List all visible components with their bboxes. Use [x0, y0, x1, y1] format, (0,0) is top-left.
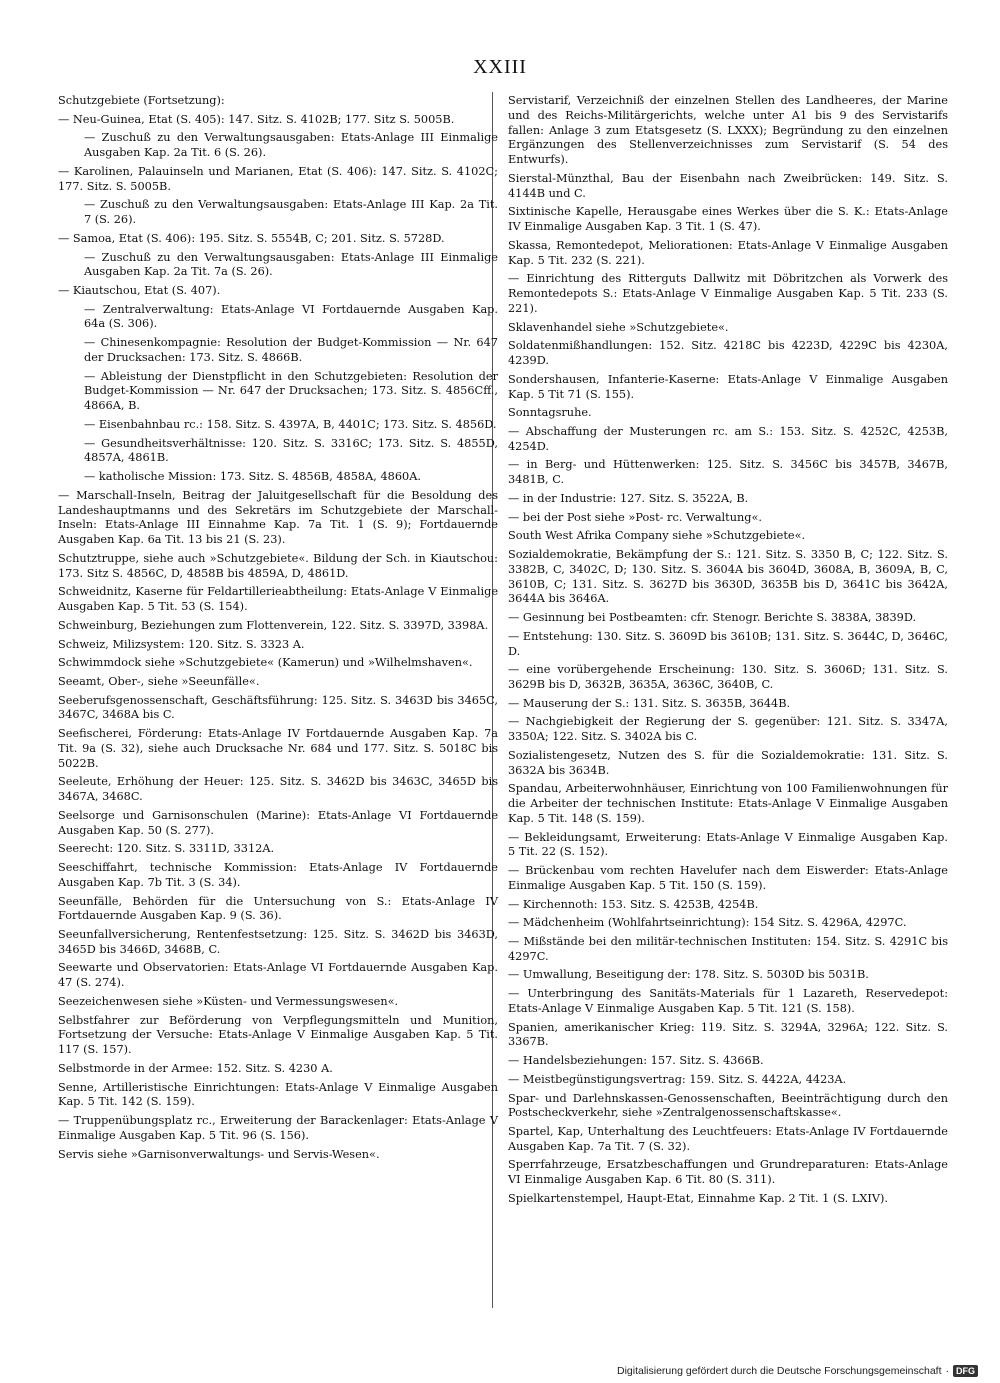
index-entry: — Unterbringung des Sanitäts-Materials für 1 Lazareth, Reservedepot: Etats-Anlage V Einmalige Ausgaben Kap. 5 Tit. 121 (S. 158). — [508, 987, 948, 1015]
index-entry: — Chinesenkompagnie: Resolution der Budget-Kommission — Nr. 647 der Drucksachen: 173. Sitz. S. 4866B. — [84, 336, 498, 364]
footer-separator: · — [945, 1365, 949, 1377]
index-entry: Seefischerei, Förderung: Etats-Anlage IV Fortdauernde Ausgaben Kap. 7a Tit. 9a (S. 32), siehe auch Drucksache Nr. 684 und 177. Sitz. S. 5018C bis 5022B. — [58, 727, 498, 770]
index-entry: Sonntagsruhe. — [508, 406, 592, 420]
index-entry: — Zuschuß zu den Verwaltungsausgaben: Etats-Anlage III Einmalige Ausgaben Kap. 2a Tit. 6 (S. 26). — [84, 131, 498, 160]
index-entry: — Bekleidungsamt, Erweiterung: Etats-Anlage V Einmalige Ausgaben Kap. 5 Tit. 22 (S. 152). — [508, 830, 948, 859]
index-entry: — Marschall-Inseln, Beitrag der Jaluitgesellschaft für die Besoldung des Landeshauptmanns und des Sekretärs im Schutzgebiete der Marschall-Inseln: Etats-Anlage III Einnahme Kap. 7a Tit. 1 (S. 9); Fortdauernde Ausgaben Kap. 6a Tit. 13 bis 21 (S. 23). — [58, 488, 498, 547]
index-entry: — Gesinnung bei Postbeamten: cfr. Stenogr. Berichte S. 3838A, 3839D. — [508, 611, 917, 625]
index-entry: Schweidnitz, Kaserne für Feldartillerieabtheilung: Etats-Anlage V Einmalige Ausgaben Kap. 5 Tit. 53 (S. 154). — [58, 585, 498, 614]
index-entry: Servis siehe »Garnisonverwaltungs- und Servis-Wesen«. — [58, 1147, 380, 1161]
index-entry: Schwimmdock siehe »Schutzgebiete« (Kamerun) und »Wilhelmshaven«. — [58, 656, 473, 670]
index-entry: Seeunfälle, Behörden für die Untersuchung von S.: Etats-Anlage IV Fortdauernde Ausgaben Kap. 9 (S. 36). — [58, 894, 498, 923]
footer — [617, 1365, 978, 1377]
index-entry: Spar- und Darlehnskassen-Genossenschaften, Beeinträchtigung durch den Postscheckverkehr, siehe »Zentralgenossenschaftskasse«. — [508, 1091, 948, 1120]
index-entry: — bei der Post siehe »Post- rc. Verwaltung«. — [508, 510, 762, 524]
index-entry: Spartel, Kap, Unterhaltung des Leuchtfeuers: Etats-Anlage IV Fortdauernde Ausgaben Kap. 7a Tit. 7 (S. 32). — [508, 1125, 948, 1153]
index-entry: Seerecht: 120. Sitz. S. 3311D, 3312A. — [58, 842, 275, 856]
index-entry: — Mädchenheim (Wohlfahrtseinrichtung): 154 Sitz. S. 4296A, 4297C. — [508, 916, 907, 930]
index-entry: Schutzgebiete (Fortsetzung): — [58, 94, 225, 107]
index-entry: — Handelsbeziehungen: 157. Sitz. S. 4366B. — [508, 1054, 764, 1068]
index-entry: Schutztruppe, siehe auch »Schutzgebiete«. Bildung der Sch. in Kiautschou: 173. Sitz S. 4856C, D, 4858B bis 4859A, D, 4861D. — [58, 551, 498, 580]
index-entry: — Eisenbahnbau rc.: 158. Sitz. S. 4397A, B, 4401C; 173. Sitz. S. 4856D. — [84, 417, 497, 431]
index-entry: — Ableistung der Dienstpflicht in den Schutzgebieten: Resolution der Budget-Kommission — Nr. 647 der Drucksachen; 173. Sitz. S. 4856Cff., 4866A, B. — [84, 369, 498, 413]
index-entry: Sondershausen, Infanterie-Kaserne: Etats-Anlage V Einmalige Ausgaben Kap. 5 Tit 71 (S. 155). — [508, 372, 948, 401]
index-entry: Selbstmorde in der Armee: 152. Sitz. S. 4230 A. — [58, 1061, 333, 1075]
index-entry: Spanien, amerikanischer Krieg: 119. Sitz. S. 3294A, 3296A; 122. Sitz. S. 3367B. — [508, 1020, 948, 1049]
index-entry: — Brückenbau vom rechten Havelufer nach dem Eiswerder: Etats-Anlage Einmalige Ausgaben Kap. 5 Tit. 150 (S. 159). — [508, 864, 948, 892]
index-entry: Seeschiffahrt, technische Kommission: Etats-Anlage IV Fortdauernde Ausgaben Kap. 7b Tit. 3 (S. 34). — [58, 861, 498, 889]
index-entry: — katholische Mission: 173. Sitz. S. 4856B, 4858A, 4860A. — [84, 470, 421, 484]
index-entry: Sixtinische Kapelle, Herausgabe eines Werkes über die S. K.: Etats-Anlage IV Einmalige Ausgaben Kap. 3 Tit. 1 (S. 47). — [508, 205, 948, 234]
index-entry: — Zentralverwaltung: Etats-Anlage VI Fortdauernde Ausgaben Kap. 64a (S. 306). — [84, 302, 498, 331]
index-entry: Schweinburg, Beziehungen zum Flottenverein, 122. Sitz. S. 3397D, 3398A. — [58, 618, 489, 632]
index-entry: — Mauserung der S.: 131. Sitz. S. 3635B, 3644B. — [508, 696, 791, 710]
index-entry: Seeunfallversicherung, Rentenfestsetzung: 125. Sitz. S. 3462D bis 3463D, 3465D bis 3466D, 3468B, C. — [58, 927, 498, 956]
index-entry: — in der Industrie: 127. Sitz. S. 3522A, B. — [508, 491, 749, 505]
index-entry: — Umwallung, Beseitigung der: 178. Sitz. S. 5030D bis 5031B. — [508, 968, 869, 982]
index-entry: — in Berg- und Hüttenwerken: 125. Sitz. S. 3456C bis 3457B, 3467B, 3481B, C. — [508, 458, 948, 487]
index-entry: Skassa, Remontedepot, Meliorationen: Etats-Anlage V Einmalige Ausgaben Kap. 5 Tit. 232 (S. 221). — [508, 238, 948, 267]
index-entry: — Truppenübungsplatz rc., Erweiterung der Barackenlager: Etats-Anlage V Einmalige Ausgaben Kap. 5 Tit. 96 (S. 156). — [58, 1114, 498, 1142]
index-entry: — Einrichtung des Ritterguts Dallwitz mit Döbritzchen als Vorwerk des Remontedepots S.: Etats-Anlage V Einmalige Ausgaben Kap. 5 Tit. 233 (S. 221). — [508, 272, 948, 315]
index-entry: Selbstfahrer zur Beförderung von Verpflegungsmitteln und Munition, Fortsetzung der Versuche: Etats-Anlage V Einmalige Ausgaben Kap. 5 Tit. 117 (S. 157). — [58, 1013, 498, 1057]
index-entry: South West Afrika Company siehe »Schutzgebiete«. — [508, 529, 806, 543]
index-entry: — Entstehung: 130. Sitz. S. 3609D bis 3610B; 131. Sitz. S. 3644C, D, 3646C, D. — [508, 629, 948, 658]
index-entry: — Abschaffung der Musterungen rc. am S.: 153. Sitz. S. 4252C, 4253B, 4254D. — [508, 424, 948, 453]
index-entry: — Meistbegünstigungsvertrag: 159. Sitz. S. 4422A, 4423A. — [508, 1072, 847, 1086]
index-entry: — Samoa, Etat (S. 406): 195. Sitz. S. 5554B, C; 201. Sitz. S. 5728D. — [58, 231, 445, 245]
index-entry: — Nachgiebigkeit der Regierung der S. gegenüber: 121. Sitz. S. 3347A, 3350A; 122. Sitz. S. 3402A bis C. — [508, 715, 948, 744]
index-entry: Seezeichenwesen siehe »Küsten- und Vermessungswesen«. — [58, 994, 399, 1008]
index-entry: — Neu-Guinea, Etat (S. 405): 147. Sitz. S. 4102B; 177. Sitz S. 5005B. — [58, 112, 455, 126]
index-entry: — Kirchennoth: 153. Sitz. S. 4253B, 4254B. — [508, 897, 759, 911]
left-column — [58, 94, 498, 1166]
index-entry: Servistarif, Verzeichniß der einzelnen Stellen des Landheeres, der Marine und des Reichs-Militärgerichts, welche unter A1 bis 9 des Servistarifs fallen: Anlage 3 zum Etatsgesetz (S. LXXX); Begründung zu den einzelnen Ergänzungen des Stellenverzeichnisses zum Servistarif (S. 54 des Entwurfs). — [508, 94, 948, 167]
page-number: XXIII — [473, 56, 527, 78]
index-entry: Sozialdemokratie, Bekämpfung der S.: 121. Sitz. S. 3350 B, C; 122. Sitz. S. 3382B, C, 3402C, D; 130. Sitz. S. 3604A bis 3604D, 3608A, B, 3609A, B, C, 3610B, C; 131. Sitz. S. 3627D bis 3630D, 3635B bis D, 3641C bis 3642A, 3644A bis 3646A. — [508, 547, 948, 606]
index-entry: Schweiz, Milizsystem: 120. Sitz. S. 3323 A. — [58, 637, 305, 651]
index-entry: Seeleute, Erhöhung der Heuer: 125. Sitz. S. 3462D bis 3463C, 3465D bis 3467A, 3468C. — [58, 775, 498, 804]
index-entry: — Mißstände bei den militär-technischen Instituten: 154. Sitz. S. 4291C bis 4297C. — [508, 935, 948, 963]
index-entry: Spandau, Arbeiterwohnhäuser, Einrichtung von 100 Familienwohnungen für die Arbeiter der technischen Institute: Etats-Anlage V Einmalige Ausgaben Kap. 5 Tit. 148 (S. 159). — [508, 782, 948, 825]
index-entry: Sozialistengesetz, Nutzen des S. für die Sozialdemokratie: 131. Sitz. S. 3632A bis 3634B. — [508, 748, 948, 777]
index-entry: Sklavenhandel siehe »Schutzgebiete«. — [508, 320, 729, 334]
index-entry: — Gesundheitsverhältnisse: 120. Sitz. S. 3316C; 173. Sitz. S. 4855D, 4857A, 4861B. — [84, 436, 498, 465]
index-entry: Seewarte und Observatorien: Etats-Anlage VI Fortdauernde Ausgaben Kap. 47 (S. 274). — [58, 961, 498, 990]
index-entry: — Zuschuß zu den Verwaltungsausgaben: Etats-Anlage III Kap. 2a Tit. 7 (S. 26). — [84, 198, 498, 227]
dfg-logo: DFG — [953, 1365, 978, 1377]
index-entry: Sperrfahrzeuge, Ersatzbeschaffungen und Grundreparaturen: Etats-Anlage VI Einmalige Ausgaben Kap. 6 Tit. 80 (S. 311). — [508, 1158, 948, 1187]
index-entry: — Karolinen, Palauinseln und Marianen, Etat (S. 406): 147. Sitz. S. 4102C; 177. Sitz. S. 5005B. — [58, 164, 498, 193]
index-entry: Seeamt, Ober-, siehe »Seeunfälle«. — [58, 674, 260, 688]
index-entry: — Zuschuß zu den Verwaltungsausgaben: Etats-Anlage III Einmalige Ausgaben Kap. 2a Tit. 7a (S. 26). — [84, 250, 498, 279]
index-entry: — Kiautschou, Etat (S. 407). — [58, 284, 221, 297]
index-entry: Senne, Artilleristische Einrichtungen: Etats-Anlage V Einmalige Ausgaben Kap. 5 Tit. 142 (S. 159). — [58, 1080, 498, 1109]
index-entry: Spielkartenstempel, Haupt-Etat, Einnahme Kap. 2 Tit. 1 (S. LXIV). — [508, 1191, 889, 1205]
index-entry: Seelsorge und Garnisonschulen (Marine): Etats-Anlage VI Fortdauernde Ausgaben Kap. 50 (S. 277). — [58, 808, 498, 837]
right-column — [508, 94, 948, 1211]
index-entry: Seeberufsgenossenschaft, Geschäftsführung: 125. Sitz. S. 3463D bis 3465C, 3467C, 3468A bis C. — [58, 693, 498, 722]
index-entry: Soldatenmißhandlungen: 152. Sitz. 4218C bis 4223D, 4229C bis 4230A, 4239D. — [508, 339, 948, 368]
index-entry: Sierstal-Münzthal, Bau der Eisenbahn nach Zweibrücken: 149. Sitz. S. 4144B und C. — [508, 171, 948, 200]
footer-text: Digitalisierung gefördert durch die Deutsche Forschungsgemeinschaft — [616, 1365, 942, 1377]
index-entry: — eine vorübergehende Erscheinung: 130. Sitz. S. 3606D; 131. Sitz. S. 3629B bis D, 3632B, 3635A, 3636C, 3640B, C. — [508, 663, 948, 692]
